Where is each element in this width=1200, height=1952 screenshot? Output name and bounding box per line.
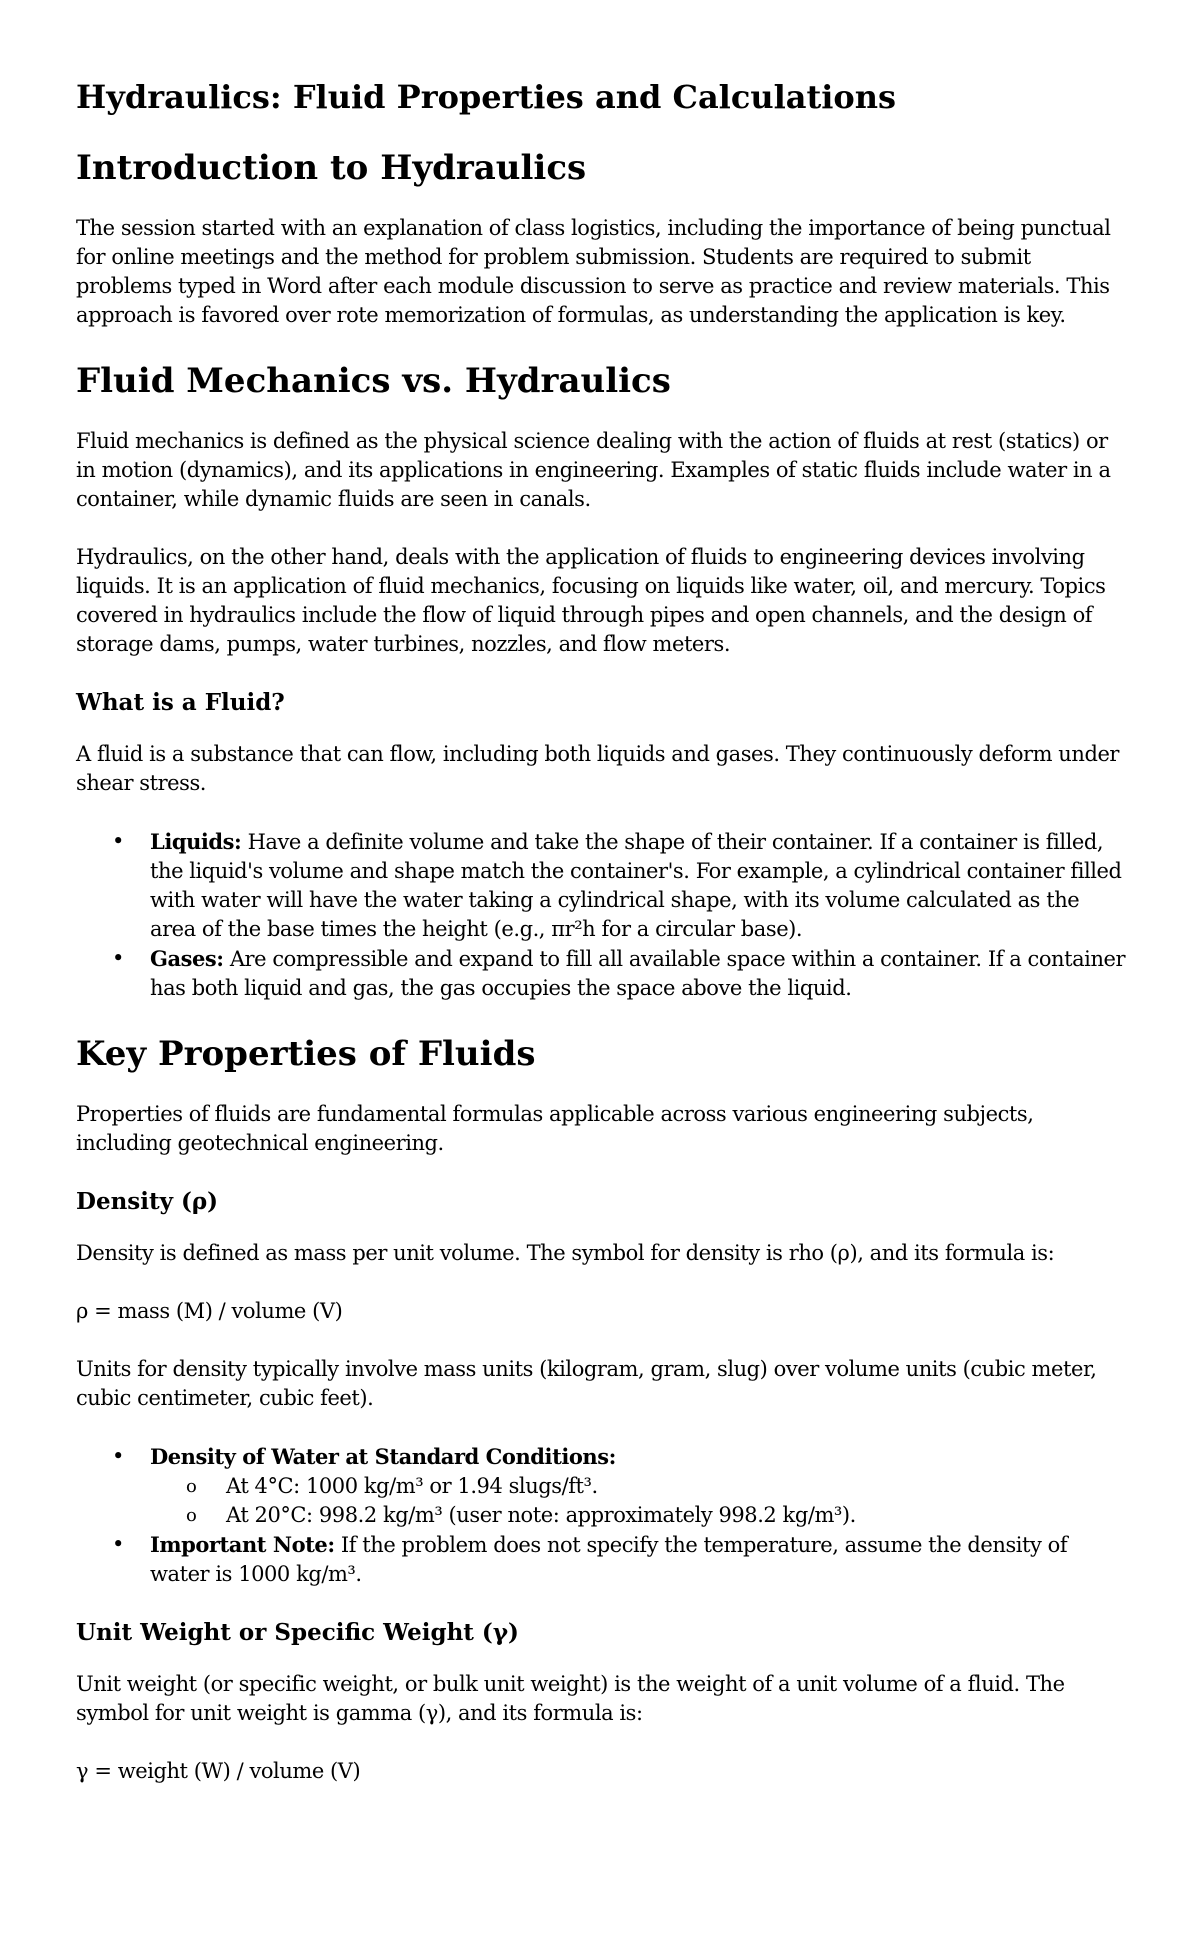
intro-paragraph: The session started with an explanation of class logistics, including the importance of being punctual for online meetings and the method for problem submission. Students are required to submit problems typed in Word after each module discussion to serve as practice and review materials. This approach is favored over rote memorization of formulas, as understanding the application is key.	[76, 216, 1111, 327]
unit-weight-formula: γ = weight (W) / volume (V)	[76, 1759, 361, 1783]
important-note-label: Important Note:	[150, 1532, 335, 1557]
sublist-item	[150, 1472, 1130, 1501]
fluid-mechanics-paragraph: Fluid mechanics is defined as the physical science dealing with the action of fluids at rest (statics) or in motion (dynamics), and its applications in engineering. Examples of static fluids include water in a container, while dynamic fluids are seen in canals.	[76, 429, 1111, 511]
water-density-4c: At 4°C: 1000 kg/m³ or 1.94 slugs/ft³.	[226, 1474, 598, 1498]
list-item-gases	[76, 944, 1130, 1003]
liquids-label: Liquids:	[150, 829, 242, 854]
water-density-label: Density of Water at Standard Conditions:	[150, 1444, 616, 1469]
unit-weight-heading: Unit Weight or Specific Weight (γ)	[76, 1619, 519, 1646]
density-list	[76, 1442, 1130, 1589]
gases-label: Gases:	[150, 946, 224, 971]
list-item-liquids	[76, 827, 1130, 944]
bullet-icon: •	[112, 946, 124, 970]
density-paragraph: Density is defined as mass per unit volume. The symbol for density is rho (ρ), and its formula is:	[76, 1241, 1055, 1265]
fluid-types-list	[76, 827, 1130, 1003]
unit-weight-paragraph: Unit weight (or specific weight, or bulk unit weight) is the weight of a unit volume of a fluid. The symbol for unit weight is gamma (γ), and its formula is:	[76, 1672, 1065, 1725]
density-heading: Density (ρ)	[76, 1188, 219, 1215]
circle-bullet-icon: o	[186, 1476, 197, 1497]
gases-text: Are compressible and expand to fill all available space within a container. If a container has both liquid and gas, the gas occupies the space above the liquid.	[150, 947, 1126, 1000]
list-item-important-note	[76, 1530, 1130, 1589]
intro-heading: Introduction to Hydraulics	[76, 148, 587, 188]
sublist-item	[150, 1501, 1130, 1530]
fluid-mechanics-heading: Fluid Mechanics vs. Hydraulics	[76, 361, 671, 401]
water-density-sublist	[150, 1472, 1130, 1530]
document-title: Hydraulics: Fluid Properties and Calculations	[76, 78, 897, 116]
key-properties-heading: Key Properties of Fluids	[76, 1034, 536, 1074]
circle-bullet-icon: o	[186, 1505, 197, 1526]
important-note-text: If the problem does not specify the temperature, assume the density of water is 1000 kg/m³.	[150, 1533, 1068, 1586]
list-item-water-density	[76, 1442, 1130, 1530]
liquids-text: Have a definite volume and take the shape of their container. If a container is filled, the liquid's volume and shape match the container's. For example, a cylindrical container filled with water will have the water taking a cylindrical shape, with its volume calculated as the area of the base times the height (e.g., πr²h for a circular base).	[150, 830, 1122, 941]
bullet-icon: •	[112, 829, 124, 853]
bullet-icon: •	[112, 1532, 124, 1556]
bullet-icon: •	[112, 1444, 124, 1468]
key-properties-paragraph: Properties of fluids are fundamental formulas applicable across various engineering subjects, including geotechnical engineering.	[76, 1102, 1034, 1155]
density-formula: ρ = mass (M) / volume (V)	[76, 1299, 343, 1323]
what-is-fluid-paragraph: A fluid is a substance that can flow, including both liquids and gases. They continuously deform under shear stress.	[76, 742, 1120, 795]
water-density-20c: At 20°C: 998.2 kg/m³ (user note: approximately 998.2 kg/m³).	[226, 1503, 856, 1527]
hydraulics-paragraph: Hydraulics, on the other hand, deals with the application of fluids to engineering devices involving liquids. It is an application of fluid mechanics, focusing on liquids like water, oil, and mercury. Topics covered in hydraulics include the flow of liquid through pipes and open channels, and the design of storage dams, pumps, water turbines, nozzles, and flow meters.	[76, 545, 1106, 656]
what-is-fluid-heading: What is a Fluid?	[76, 689, 285, 716]
density-units-paragraph: Units for density typically involve mass units (kilogram, gram, slug) over volume units (cubic meter, cubic centimeter, cubic feet).	[76, 1357, 1097, 1410]
